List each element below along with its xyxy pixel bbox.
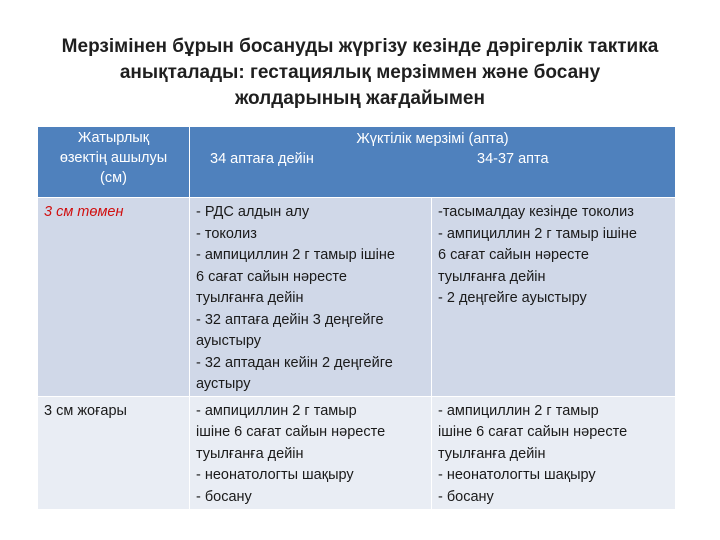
table-row	[38, 198, 676, 397]
tactics-table	[37, 126, 676, 510]
cell-line: туылғанға дейін	[438, 268, 546, 285]
cell-line: - ампициллин 2 г тамыр ішіне	[438, 225, 637, 242]
row-cell-before-34	[190, 198, 432, 397]
header-col1-line: Жатырлық	[77, 130, 150, 146]
cell-line: - ампициллин 2 г тамыр ішіне	[196, 247, 395, 263]
cell-line: ішіне 6 сағат сайын нәресте	[196, 424, 386, 440]
cell-line: ауыстыру	[196, 333, 262, 349]
header-gestation-title: Жүктілік мерзімі (апта)	[356, 131, 509, 147]
cell-line: - 2 деңгейге ауыстыру	[438, 290, 587, 306]
cell-line: - неонатологты шақыру	[196, 467, 354, 483]
cell-line: - ампициллин 2 г тамыр	[196, 402, 357, 419]
header-cervix-dilation	[38, 127, 190, 198]
table-row	[38, 396, 676, 509]
cell-line: -тасымалдау кезінде токолиз	[438, 204, 634, 220]
cell-line: аустыру	[196, 376, 251, 392]
cell-line: - 32 аптаға дейін 3 деңгейге	[196, 311, 384, 328]
cell-line: - неонатологты шақыру	[438, 467, 596, 483]
cell-line: туылғанға дейін	[196, 445, 304, 462]
row-cell-34-37	[432, 198, 676, 397]
row-cell-34-37	[432, 396, 676, 509]
cell-line: - токолиз	[196, 225, 257, 242]
header-sub-34-37: 34-37 апта	[477, 151, 549, 167]
cell-line: туылғанға дейін	[196, 290, 304, 306]
header-col1-line: (см)	[100, 170, 127, 186]
cell-line: - босану	[438, 488, 494, 505]
cell-line: - 32 аптадан кейін 2 деңгейге	[196, 354, 393, 371]
header-col1-line: өзектің ашылуы	[59, 150, 168, 166]
header-gestation-term	[190, 127, 676, 198]
row-label	[38, 198, 190, 397]
row-label-text: 3 см жоғары	[44, 402, 127, 419]
title-line-1: Мерзімінен бұрын босануды жүргізу кезінде дәрігерлік тактика	[61, 36, 659, 57]
row-label	[38, 396, 190, 509]
title-line-2: анықталады: гестациялық мерзіммен және босану	[119, 62, 601, 83]
cell-line: - ампициллин 2 г тамыр	[438, 402, 599, 419]
cell-line: - босану	[196, 488, 252, 505]
row-cell-before-34	[190, 396, 432, 509]
cell-line: туылғанға дейін	[438, 445, 546, 462]
cell-line: 6 сағат сайын нәресте	[196, 268, 347, 285]
cell-line: - РДС алдын алу	[196, 204, 310, 220]
row-label-text: 3 см төмен	[44, 204, 124, 220]
table-header-row	[38, 127, 676, 198]
slide-title	[20, 34, 700, 112]
header-sub-before-34: 34 аптаға дейін	[210, 151, 314, 167]
cell-line: 6 сағат сайын нәресте	[438, 247, 589, 263]
title-line-3: жолдарының жағдайымен	[235, 88, 485, 109]
cell-line: ішіне 6 сағат сайын нәресте	[438, 424, 628, 440]
